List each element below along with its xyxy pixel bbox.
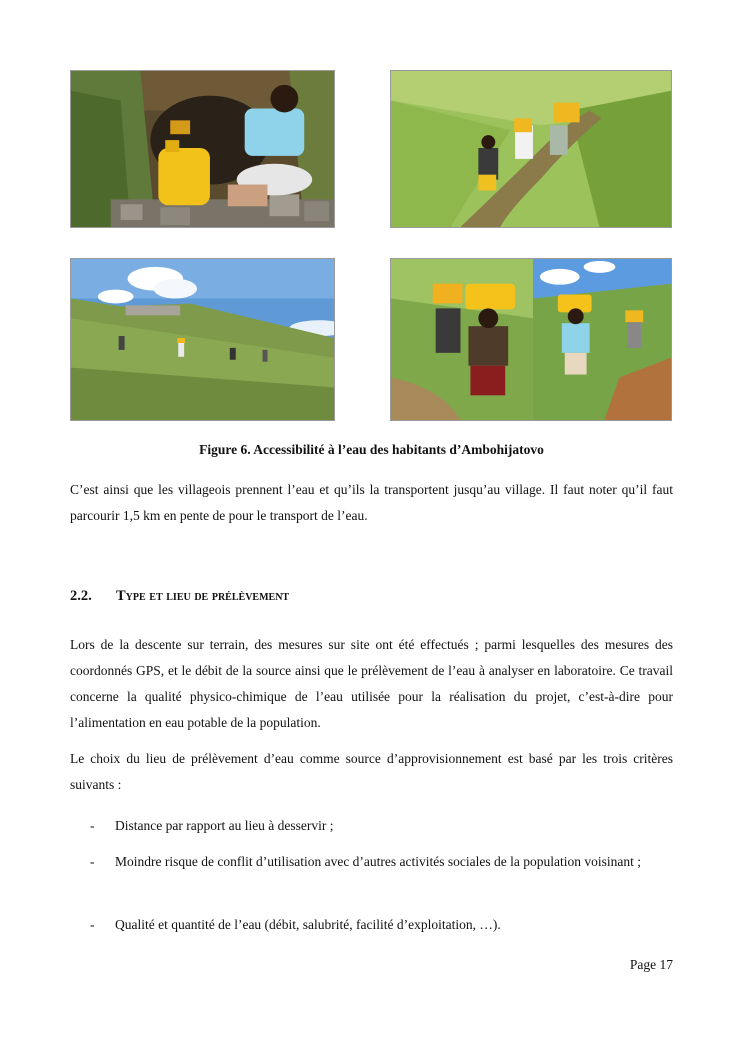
section-number: 2.2. (70, 588, 92, 604)
photo-slope-walk (70, 258, 335, 421)
list-item (90, 912, 673, 938)
list-item-text: Moindre risque de conflit d’utilisation avec d’autres activités sociales de la population voisinant ; (115, 854, 641, 869)
list-item-text: Distance par rapport au lieu à desservir ; (115, 818, 334, 833)
list-item-text: Qualité et quantité de l’eau (débit, salubrité, facilité d’exploitation, …). (115, 917, 501, 932)
section-title: Type et lieu de prélèvement (116, 588, 290, 604)
section-heading (70, 588, 289, 605)
list-item (90, 813, 673, 839)
photo-water-source (70, 70, 335, 228)
figure-caption: Figure 6. Accessibilité à l’eau des habitants d’Ambohijatovo (199, 442, 544, 457)
bullet-marker: - (90, 818, 95, 833)
paragraph-criteria-intro: Le choix du lieu de prélèvement d’eau comme source d’approvisionnement est basé par les trois critères suivants : (70, 751, 673, 792)
bullet-marker: - (90, 917, 95, 932)
photo-carrying-jerrycans (390, 258, 672, 421)
paragraph-transport: C’est ainsi que les villageois prennent l’eau et qu’ils la transportent jusqu’au village. Il faut noter qu’il faut parcourir 1,5 km en pente de pour le transport de l’eau. (70, 482, 673, 523)
bullet-marker: - (90, 854, 95, 869)
photo-carrying-water-field (390, 70, 672, 228)
page-number: Page 17 (629, 957, 673, 972)
paragraph-field-measurements: Lors de la descente sur terrain, des mesures sur site ont été effectués ; parmi lesquelles des mesures des coordonnés GPS, et le débit de la source ainsi que le prélèvement de l’eau à analyser en laboratoire. Ce travail concerne la qualité physico-chimique de l’eau utilisée pour la réalisation du projet, c’est-à-dire pour l’alimentation en eau potable de la population. (70, 637, 673, 730)
list-item (90, 849, 673, 875)
